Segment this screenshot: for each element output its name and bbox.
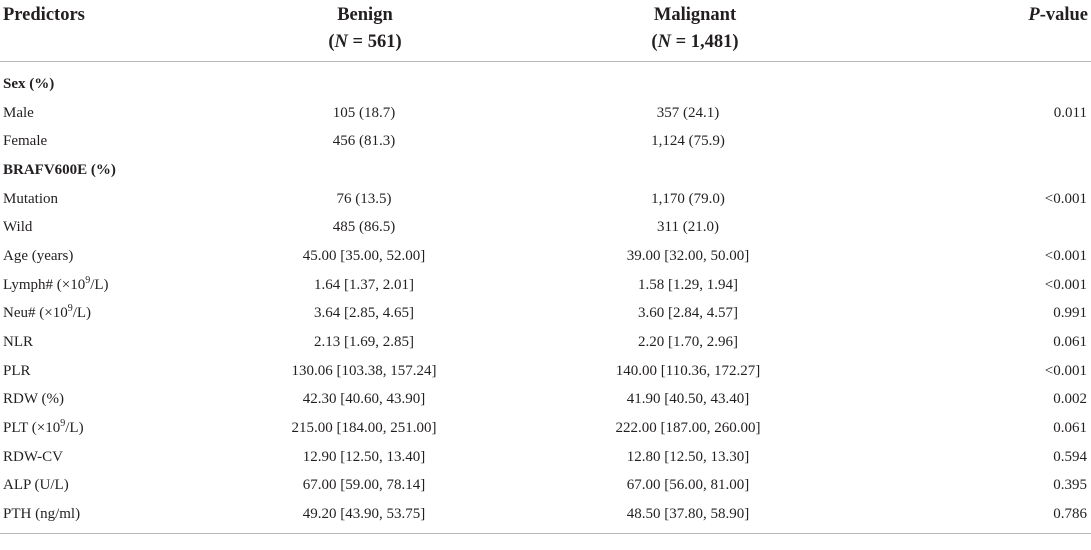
benign-value-cell <box>220 127 530 156</box>
benign-value: 42.30 [40.60, 43.90] <box>302 391 426 408</box>
predictor-label: Female <box>3 133 48 150</box>
malignant-value: 2.20 [1.70, 2.96] <box>638 334 738 351</box>
p-value-cell <box>920 127 1091 156</box>
benign-value: 485 (86.5) <box>332 219 396 236</box>
benign-value: 456 (81.3) <box>332 133 396 150</box>
predictor-label: Neu# (×10 <box>3 305 68 322</box>
malignant-value-cell <box>530 156 920 185</box>
malignant-value-cell <box>530 300 920 329</box>
p-value-cell <box>920 300 1091 329</box>
table-row <box>0 99 1091 128</box>
header-benign-label: Benign <box>337 5 393 25</box>
benign-value: 2.13 [1.69, 2.85] <box>314 334 414 351</box>
malignant-value: 222.00 [187.00, 260.00] <box>615 420 761 437</box>
p-value-cell <box>920 500 1091 533</box>
predictor-unit: /L) <box>90 276 109 293</box>
predictor-cell <box>0 99 220 128</box>
p-value-cell <box>920 414 1091 443</box>
predictor-label: Male <box>3 104 34 121</box>
malignant-value: 67.00 [56.00, 81.00] <box>626 477 750 494</box>
table-header <box>0 0 1091 62</box>
benign-value-cell <box>220 300 530 329</box>
malignant-value-cell <box>530 271 920 300</box>
predictor-label: Mutation <box>3 190 58 207</box>
benign-value-cell <box>220 62 530 99</box>
predictor-label: Sex (%) <box>3 75 55 92</box>
table-row <box>0 300 1091 329</box>
p-value: 0.002 <box>1053 391 1087 408</box>
benign-value-cell <box>220 443 530 472</box>
malignant-value: 1,170 (79.0) <box>651 190 725 207</box>
table-row <box>0 185 1091 214</box>
section-row <box>0 62 1091 99</box>
malignant-value-cell <box>530 328 920 357</box>
benign-value-cell <box>220 386 530 415</box>
section-label <box>0 62 220 99</box>
malignant-value-cell <box>530 99 920 128</box>
benign-value: 215.00 [184.00, 251.00] <box>291 420 437 437</box>
header-benign <box>220 0 530 62</box>
p-value-cell <box>920 328 1091 357</box>
predictor-label: PTH (ng/ml) <box>3 506 81 523</box>
predictor-cell <box>0 386 220 415</box>
p-value-cell <box>920 357 1091 386</box>
p-value: 0.011 <box>1053 104 1087 121</box>
table-row <box>0 328 1091 357</box>
malignant-value: 1,124 (75.9) <box>651 133 725 150</box>
benign-value-cell <box>220 185 530 214</box>
predictor-cell <box>0 472 220 501</box>
p-value: <0.001 <box>1044 190 1087 207</box>
header-benign-block <box>328 2 401 56</box>
table-row <box>0 357 1091 386</box>
p-value-cell <box>920 242 1091 271</box>
malignant-value: 41.90 [40.50, 43.40] <box>626 391 750 408</box>
benign-value: 12.90 [12.50, 13.40] <box>302 448 426 465</box>
predictor-cell <box>0 414 220 443</box>
p-value: <0.001 <box>1044 276 1087 293</box>
table-row <box>0 414 1091 443</box>
benign-value: 76 (13.5) <box>336 190 392 207</box>
malignant-value-cell <box>530 127 920 156</box>
malignant-value-cell <box>530 414 920 443</box>
predictor-label: PLR <box>3 362 31 379</box>
malignant-value-cell <box>530 500 920 533</box>
header-malignant-label: Malignant <box>653 5 737 25</box>
benign-value: 3.64 [2.85, 4.65] <box>314 305 414 322</box>
predictor-label: Lymph# (×10 <box>3 276 86 293</box>
benign-value-cell <box>220 242 530 271</box>
header-predictors-label: Predictors <box>3 5 85 25</box>
predictor-exponent: 9 <box>67 303 73 315</box>
predictor-label: Wild <box>3 219 33 236</box>
header-p-value <box>920 0 1091 62</box>
header-row <box>0 0 1091 62</box>
p-value-cell <box>920 156 1091 185</box>
table-row <box>0 472 1091 501</box>
header-benign-n-symbol: N <box>334 32 348 52</box>
benign-value: 49.20 [43.90, 53.75] <box>302 506 426 523</box>
malignant-value-cell <box>530 62 920 99</box>
section-label <box>0 156 220 185</box>
p-value: 0.786 <box>1053 506 1087 523</box>
malignant-value-cell <box>530 357 920 386</box>
p-value: <0.001 <box>1044 362 1087 379</box>
benign-value-cell <box>220 414 530 443</box>
malignant-value: 311 (21.0) <box>657 219 719 236</box>
header-benign-n-value: = 561 <box>347 32 396 52</box>
benign-value-cell <box>220 213 530 242</box>
p-value: 0.594 <box>1053 448 1087 465</box>
table-body <box>0 62 1091 534</box>
predictor-cell <box>0 185 220 214</box>
p-value: 0.395 <box>1053 477 1087 494</box>
table-row <box>0 500 1091 533</box>
predictor-label: RDW-CV <box>3 448 63 465</box>
predictor-label: ALP (U/L) <box>3 477 69 494</box>
malignant-value-cell <box>530 472 920 501</box>
predictor-unit: /L) <box>72 305 92 322</box>
malignant-value: 140.00 [110.36, 172.27] <box>615 362 761 379</box>
predictor-exponent: 9 <box>85 274 91 286</box>
benign-value-cell <box>220 328 530 357</box>
p-value-cell <box>920 472 1091 501</box>
p-value: <0.001 <box>1044 247 1087 264</box>
benign-value-cell <box>220 99 530 128</box>
malignant-value: 12.80 [12.50, 13.30] <box>626 448 750 465</box>
predictor-cell <box>0 242 220 271</box>
header-malignant-count: (N = 1,481) <box>651 32 739 52</box>
header-p-rest: -value <box>1039 5 1088 25</box>
predictor-label: PLT (×10 <box>3 420 61 437</box>
malignant-value: 39.00 [32.00, 50.00] <box>626 247 750 264</box>
malignant-value-cell <box>530 185 920 214</box>
benign-value-cell <box>220 357 530 386</box>
header-malignant-n-symbol: N <box>657 32 671 52</box>
p-value-cell <box>920 62 1091 99</box>
malignant-value: 1.58 [1.29, 1.94] <box>638 276 738 293</box>
predictor-label: Age (years) <box>3 247 74 264</box>
table-row <box>0 386 1091 415</box>
benign-value: 67.00 [59.00, 78.14] <box>302 477 426 494</box>
p-value-cell <box>920 443 1091 472</box>
header-malignant <box>530 0 920 62</box>
predictor-cell <box>0 328 220 357</box>
predictor-cell <box>0 271 220 300</box>
p-value: 0.061 <box>1053 334 1087 351</box>
benign-value: 130.06 [103.38, 157.24] <box>291 362 437 379</box>
predictor-cell <box>0 443 220 472</box>
benign-value-cell <box>220 271 530 300</box>
header-benign-count: (N = 561) <box>328 32 402 52</box>
header-predictors <box>0 0 220 62</box>
table-row <box>0 127 1091 156</box>
malignant-value: 357 (24.1) <box>656 104 720 121</box>
table-row <box>0 242 1091 271</box>
predictor-cell <box>0 500 220 533</box>
malignant-value-cell <box>530 242 920 271</box>
header-malignant-block <box>651 2 738 56</box>
predictor-cell <box>0 213 220 242</box>
malignant-value: 48.50 [37.80, 58.90] <box>626 506 750 523</box>
p-value-cell <box>920 386 1091 415</box>
p-value: 0.061 <box>1053 420 1087 437</box>
predictor-exponent: 9 <box>60 418 66 430</box>
benign-value: 1.64 [1.37, 2.01] <box>314 276 414 293</box>
predictor-label: BRAFV600E (%) <box>3 161 116 178</box>
predictor-unit: /L) <box>65 420 84 437</box>
p-value-cell <box>920 271 1091 300</box>
malignant-value: 3.60 [2.84, 4.57] <box>638 305 738 322</box>
predictor-label: RDW (%) <box>3 391 64 408</box>
predictor-cell <box>0 127 220 156</box>
header-malignant-n-value: = 1,481 <box>670 32 733 52</box>
benign-value-cell <box>220 472 530 501</box>
p-value-cell <box>920 185 1091 214</box>
benign-value: 105 (18.7) <box>332 104 396 121</box>
table-row <box>0 271 1091 300</box>
p-value: 0.991 <box>1053 305 1087 322</box>
predictor-cell <box>0 357 220 386</box>
malignant-value-cell <box>530 213 920 242</box>
header-p-italic: P <box>1028 5 1040 25</box>
benign-value-cell <box>220 156 530 185</box>
section-row <box>0 156 1091 185</box>
p-value-cell <box>920 213 1091 242</box>
predictor-label: NLR <box>3 334 33 351</box>
benign-value-cell <box>220 500 530 533</box>
p-value-cell <box>920 99 1091 128</box>
benign-value: 45.00 [35.00, 52.00] <box>302 247 426 264</box>
predictor-cell <box>0 300 220 329</box>
malignant-value-cell <box>530 386 920 415</box>
malignant-value-cell <box>530 443 920 472</box>
table-row <box>0 213 1091 242</box>
table-row <box>0 443 1091 472</box>
